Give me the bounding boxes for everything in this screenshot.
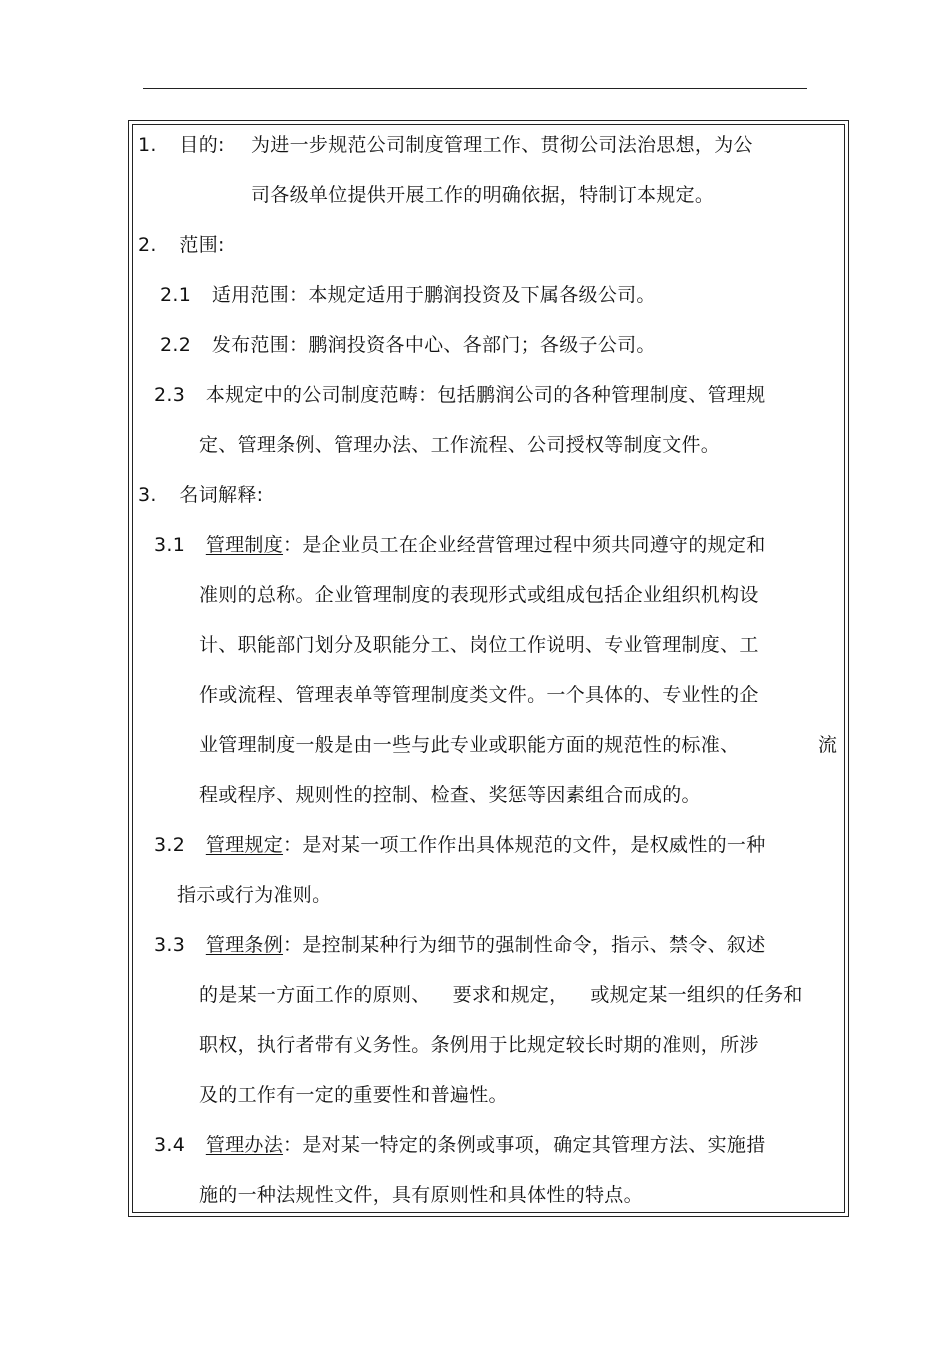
item-3-3-line-2a: 的是某一方面工作的原则、	[199, 984, 431, 1006]
item-3-3-line-1: ：是控制某种行为细节的强制性命令，指示、禁令、叙述	[283, 934, 766, 956]
item-3-1-term: 管理制度	[205, 534, 284, 556]
section-3-number: 3.	[138, 484, 157, 506]
section-2-title: 范围:	[179, 234, 225, 256]
item-3-4	[154, 1133, 766, 1157]
item-3-2	[154, 833, 766, 857]
item-3-3-line-2c: 或规定某一组织的任务和	[590, 984, 803, 1006]
section-3-title: 名词解释:	[179, 484, 264, 506]
item-3-3-line-2b: 要求和规定，	[452, 984, 569, 1006]
section-3-heading	[138, 483, 263, 507]
section-1-number: 1.	[138, 134, 157, 156]
item-3-4-line-1: ：是对某一特定的条例或事项，确定其管理方法、实施措	[283, 1134, 766, 1156]
section-1-heading	[138, 133, 225, 157]
item-3-3-line-2	[199, 983, 803, 1007]
item-3-1-line-4: 作或流程、管理表单等管理制度类文件。一个具体的、专业性的企	[199, 684, 759, 706]
section-1-line-1: 为进一步规范公司制度管理工作、贯彻公司法治思想，为公	[251, 134, 753, 156]
item-3-3	[154, 933, 766, 957]
item-3-1-line-3: 计、职能部门划分及职能分工、岗位工作说明、专业管理制度、工	[199, 634, 759, 656]
item-3-4-term: 管理办法	[205, 1134, 284, 1156]
item-3-1	[154, 533, 766, 557]
item-3-3-term: 管理条例	[205, 934, 284, 956]
section-2-number: 2.	[138, 234, 157, 256]
item-3-3-line-4: 及的工作有一定的重要性和普遍性。	[199, 1084, 508, 1106]
item-2-3	[154, 383, 766, 407]
item-3-1-number: 3.1	[154, 534, 186, 556]
item-2-1	[160, 283, 656, 307]
item-3-1-line-1: ：是企业员工在企业经营管理过程中须共同遵守的规定和	[283, 534, 766, 556]
item-3-4-number: 3.4	[154, 1134, 186, 1156]
item-3-1-line-5: 业管理制度一般是由一些与此专业或职能方面的规范性的标准、	[199, 734, 740, 756]
section-2-heading	[138, 233, 225, 257]
item-3-3-number: 3.3	[154, 934, 186, 956]
item-2-3-line-1: 本规定中的公司制度范畴：包括鹏润公司的各种管理制度、管理规	[205, 384, 766, 406]
section-1-title: 目的:	[179, 134, 225, 156]
item-2-1-number: 2.1	[160, 284, 192, 306]
item-3-2-term: 管理规定	[205, 834, 284, 856]
item-3-2-number: 3.2	[154, 834, 186, 856]
item-2-2-number: 2.2	[160, 334, 192, 356]
item-3-2-line-2: 指示或行为准则。	[177, 884, 332, 906]
item-2-1-text: 适用范围：本规定适用于鹏润投资及下属各级公司。	[211, 284, 656, 306]
item-3-4-line-2: 施的一种法规性文件，具有原则性和具体性的特点。	[199, 1184, 643, 1206]
item-2-2-text: 发布范围：鹏润投资各中心、各部门；各级子公司。	[211, 334, 656, 356]
item-2-3-number: 2.3	[154, 384, 186, 406]
item-3-3-line-3: 职权，执行者带有义务性。条例用于比规定较长时期的准则，所涉	[199, 1034, 759, 1056]
item-3-1-line-2: 准则的总称。企业管理制度的表现形式或组成包括企业组织机构设	[199, 584, 759, 606]
item-3-1-line-6: 程或程序、规则性的控制、检查、奖惩等因素组合而成的。	[199, 784, 701, 806]
header-rule	[143, 88, 807, 89]
item-3-1-line-5-tail: 流	[818, 734, 838, 756]
item-2-2	[160, 333, 656, 357]
item-3-2-line-1: ：是对某一项工作作出具体规范的文件，是权威性的一种	[283, 834, 766, 856]
section-1-line-2: 司各级单位提供开展工作的明确依据，特制订本规定。	[251, 184, 715, 206]
item-2-3-line-2: 定、管理条例、管理办法、工作流程、公司授权等制度文件。	[199, 434, 721, 456]
